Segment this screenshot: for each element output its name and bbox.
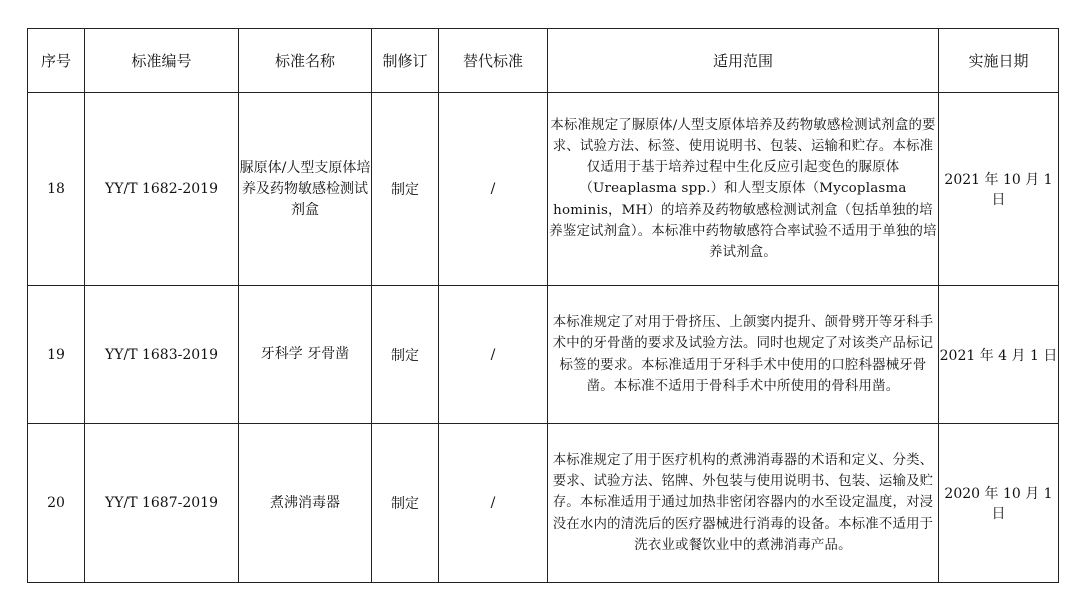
header-replaces: 替代标准 <box>439 29 548 93</box>
cell-revision: 制定 <box>372 93 439 286</box>
cell-replaces: / <box>439 93 548 286</box>
cell-code: YY/T 1682-2019 <box>85 93 239 286</box>
table-row <box>28 424 1059 583</box>
header-scope: 适用范围 <box>548 29 939 93</box>
cell-scope: 本标准规定了对用于骨挤压、上颌窦内提升、颌骨劈开等牙科手术中的牙骨凿的要求及试验方法。同时也规定了对该类产品标记标签的要求。本标准适用于牙科手术中使用的口腔科器械牙骨凿。本标准不适用于骨科手术中所使用的骨科用凿。 <box>548 286 939 424</box>
header-seq: 序号 <box>28 29 85 93</box>
cell-date: 2021 年 4 月 1 日 <box>939 286 1059 424</box>
table-row <box>28 286 1059 424</box>
header-date: 实施日期 <box>939 29 1059 93</box>
cell-name: 牙科学 牙骨凿 <box>239 286 372 424</box>
cell-code: YY/T 1687-2019 <box>85 424 239 583</box>
table-row <box>28 93 1059 286</box>
header-row <box>28 29 1059 93</box>
table-body <box>28 93 1059 583</box>
header-revision: 制修订 <box>372 29 439 93</box>
cell-seq: 19 <box>28 286 85 424</box>
table-header <box>28 29 1059 93</box>
cell-replaces: / <box>439 286 548 424</box>
header-name: 标准名称 <box>239 29 372 93</box>
cell-revision: 制定 <box>372 286 439 424</box>
cell-replaces: / <box>439 424 548 583</box>
cell-date: 2021 年 10 月 1 日 <box>939 93 1059 286</box>
cell-name: 煮沸消毒器 <box>239 424 372 583</box>
cell-seq: 18 <box>28 93 85 286</box>
cell-seq: 20 <box>28 424 85 583</box>
cell-revision: 制定 <box>372 424 439 583</box>
cell-name: 脲原体/人型支原体培养及药物敏感检测试剂盒 <box>239 93 372 286</box>
cell-scope: 本标准规定了用于医疗机构的煮沸消毒器的术语和定义、分类、要求、试验方法、铭牌、外包装与使用说明书、包装、运输及贮存。本标准适用于通过加热非密闭容器内的水至设定温度，对浸没在水内的清洗后的医疗器械进行消毒的设备。本标准不适用于洗衣业或餐饮业中的煮沸消毒产品。 <box>548 424 939 583</box>
cell-code: YY/T 1683-2019 <box>85 286 239 424</box>
cell-date: 2020 年 10 月 1 日 <box>939 424 1059 583</box>
standards-table <box>27 28 1059 583</box>
cell-scope: 本标准规定了脲原体/人型支原体培养及药物敏感检测试剂盒的要求、试验方法、标签、使用说明书、包装、运输和贮存。本标准仅适用于基于培养过程中生化反应引起变色的脲原体（Ureaplasma spp.）和人型支原体（Mycoplasma hominis，MH）的培养及药物敏感检测试剂盒（包括单独的培养鉴定试剂盒）。本标准中药物敏感符合率试验不适用于单独的培养试剂盒。 <box>548 93 939 286</box>
header-code: 标准编号 <box>85 29 239 93</box>
